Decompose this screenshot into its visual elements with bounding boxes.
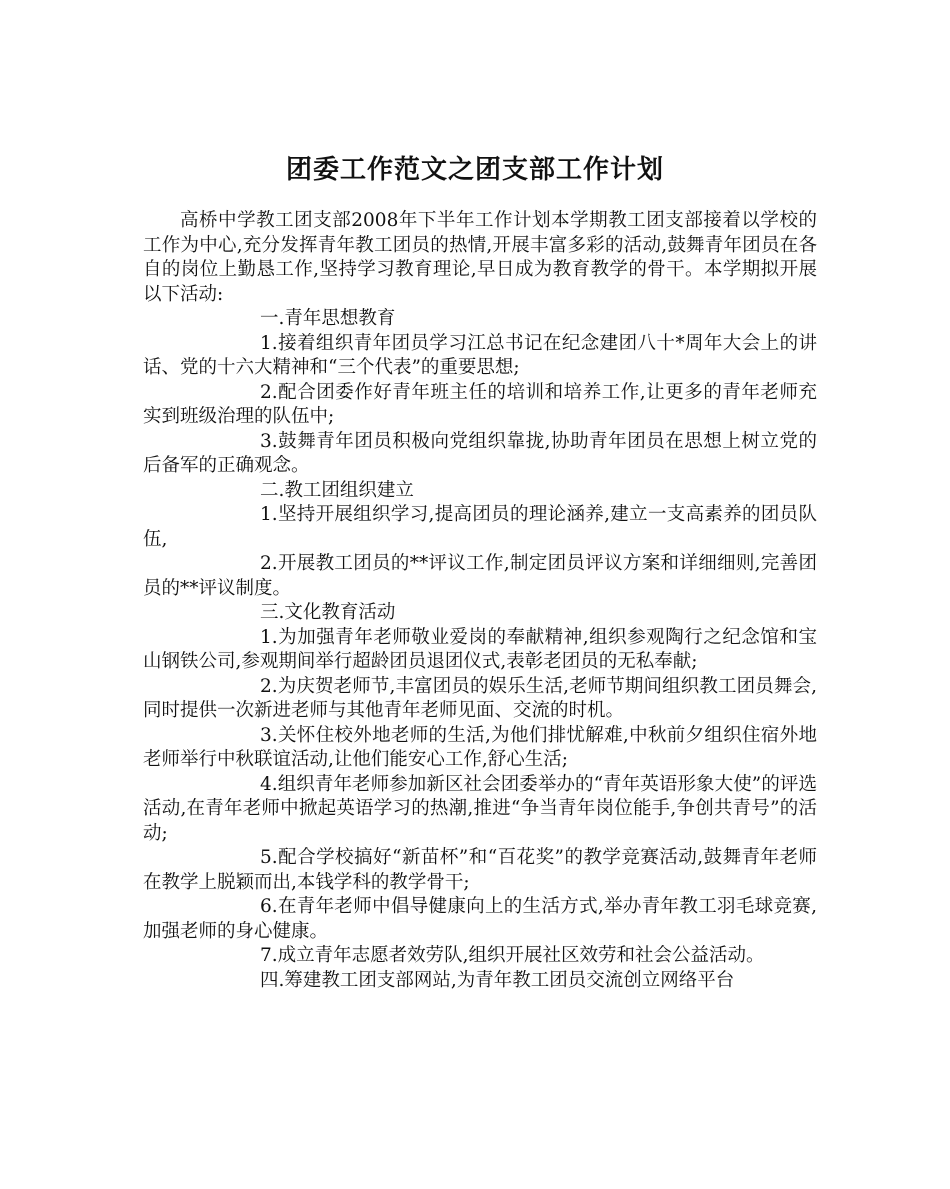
intro-paragraph: 高桥中学教工团支部2008年下半年工作计划本学期教工团支部接着以学校的工作为中心,充分发挥青年教工团员的热情,开展丰富多彩的活动,鼓舞青年团员在各自的岗位上勤恳工作,坚持学习教育理论,早日成为教育教学的骨干。本学期拟开展以下活动: [143,210,817,305]
document-body [143,209,817,993]
list-item: 2.为庆贺老师节,丰富团员的娱乐生活,老师节期间组织教工团员舞会,同时提供一次新进老师与其他青年老师见面、交流的时机。 [143,675,817,721]
document-title: 团委工作范文之团支部工作计划 [285,155,664,186]
list-item: 3.关怀住校外地老师的生活,为他们排忧解难,中秋前夕组织住宿外地老师举行中秋联谊活动,让他们能安心工作,舒心生活; [143,724,817,770]
section-heading-website: 四.筹建教工团支部网站,为青年教工团员交流创立网络平台 [260,969,735,991]
section-heading-youth-ideology: 一.青年思想教育 [260,308,396,329]
list-item: 6.在青年老师中倡导健康向上的生活方式,举办青年教工羽毛球竞赛,加强老师的身心健康。 [143,896,817,942]
section-heading-culture: 三.文化教育活动 [260,602,396,623]
list-item: 3.鼓舞青年团员积极向党组织靠拢,协助青年团员在思想上树立党的后备军的正确观念。 [143,430,817,476]
list-item: 4.组织青年老师参加新区社会团委举办的“青年英语形象大使”的评选活动,在青年老师中掀起英语学习的热潮,推进“争当青年岗位能手,争创共青号”的活动; [143,773,817,844]
list-item: 1.坚持开展组织学习,提高团员的理论涵养,建立一支高素养的团员队伍, [143,504,817,550]
section-heading-organization: 二.教工团组织建立 [260,479,414,501]
list-item: 2.开展教工团员的**评议工作,制定团员评议方案和详细细则,完善团员的**评议制度。 [143,553,817,599]
list-item: 1.接着组织青年团员学习江总书记在纪念建团八十*周年大会上的讲话、党的十六大精神和“三个代表”的重要思想; [143,332,817,378]
list-item: 2.配合团委作好青年班主任的培训和培养工作,让更多的青年老师充实到班级治理的队伍中; [143,381,817,427]
list-item: 7.成立青年志愿者效劳队,组织开展社区效劳和社会公益活动。 [260,945,765,966]
list-item: 1.为加强青年老师敬业爱岗的奉献精神,组织参观陶行之纪念馆和宝山钢铁公司,参观期间举行超龄团员退团仪式,表彰老团员的无私奉献; [143,626,817,672]
list-item: 5.配合学校搞好“新苗杯”和“百花奖”的教学竞赛活动,鼓舞青年老师在教学上脱颖而出,本钱学科的教学骨干; [143,847,817,893]
